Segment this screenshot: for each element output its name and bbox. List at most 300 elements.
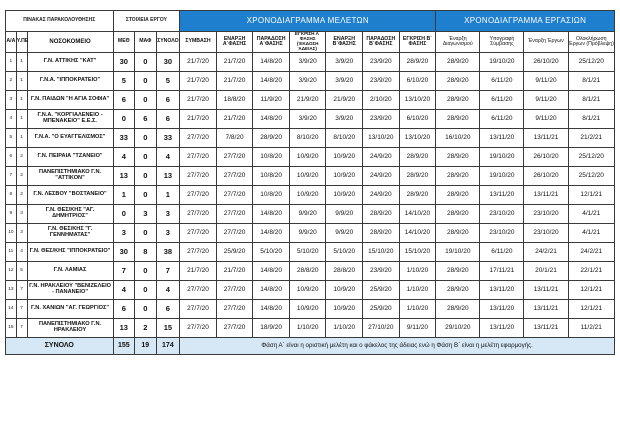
group-header-row [6, 11, 615, 32]
row-works-start: 13/11/21 [524, 281, 568, 300]
row-maf: 0 [135, 72, 157, 91]
row-works-start: 26/10/20 [524, 53, 568, 72]
row-approve-a: 9/9/20 [289, 205, 326, 224]
row-deliver-a: 14/8/20 [253, 110, 290, 129]
row-tender-start: 28/9/20 [436, 300, 480, 319]
row-aa: 15 [6, 319, 17, 338]
row-yp: 1 [16, 129, 27, 148]
row-approve-b: 28/9/20 [399, 53, 436, 72]
row-completion: 12/1/21 [568, 300, 614, 319]
row-start-b: 10/9/20 [326, 148, 363, 167]
row-yp: 4 [16, 243, 27, 262]
row-contract-sign: 13/11/20 [480, 186, 524, 205]
row-deliver-a: 14/8/20 [253, 72, 290, 91]
table-row [6, 53, 615, 72]
row-completion: 25/12/20 [568, 167, 614, 186]
row-hospital: Γ.Ν. ΧΑΝΙΩΝ "ΑΓ. ΓΕΩΡΓΙΟΣ" [27, 300, 113, 319]
row-deliver-a: 10/8/20 [253, 148, 290, 167]
row-approve-a: 3/9/20 [289, 110, 326, 129]
row-maf: 6 [135, 110, 157, 129]
row-deliver-b: 24/9/20 [363, 167, 400, 186]
row-start-a: 27/7/20 [216, 167, 253, 186]
row-completion: 8/1/21 [568, 110, 614, 129]
row-contract-sign: 13/11/20 [480, 300, 524, 319]
col-header-contract-sign: Υπογραφή Σύμβασης [480, 32, 524, 53]
row-maf: 2 [135, 319, 157, 338]
table-row [6, 72, 615, 91]
row-total: 38 [156, 243, 180, 262]
row-meth: 5 [113, 72, 135, 91]
row-deliver-b: 24/9/20 [363, 186, 400, 205]
table-row [6, 91, 615, 110]
row-deliver-a: 14/8/20 [253, 224, 290, 243]
table-row [6, 110, 615, 129]
row-contract-sign: 13/11/20 [480, 281, 524, 300]
row-completion: 4/1/21 [568, 224, 614, 243]
row-maf: 0 [135, 186, 157, 205]
row-tender-start: 28/9/20 [436, 91, 480, 110]
row-approve-b: 9/11/20 [399, 319, 436, 338]
row-contract: 27/7/20 [180, 167, 217, 186]
row-start-a: 27/7/20 [216, 148, 253, 167]
row-start-a: 27/7/20 [216, 319, 253, 338]
table-row [6, 205, 615, 224]
group-header-project-data: ΣΤΟΙΧΕΙΑ ΕΡΓΟΥ [113, 11, 180, 32]
row-contract: 21/7/20 [180, 91, 217, 110]
row-aa: 14 [6, 300, 17, 319]
row-yp: 1 [16, 110, 27, 129]
row-contract-sign: 23/10/20 [480, 205, 524, 224]
row-yp: 1 [16, 72, 27, 91]
row-approve-b: 1/10/20 [399, 281, 436, 300]
row-contract: 21/7/20 [180, 262, 217, 281]
row-approve-a: 3/9/20 [289, 72, 326, 91]
row-contract-sign: 19/10/20 [480, 148, 524, 167]
table-row [6, 262, 615, 281]
row-maf: 8 [135, 243, 157, 262]
row-start-a: 25/9/20 [216, 243, 253, 262]
row-approve-a: 10/9/20 [289, 281, 326, 300]
row-deliver-a: 10/8/20 [253, 186, 290, 205]
row-total: 15 [156, 319, 180, 338]
col-header-hospital: ΝΟΣΟΚΟΜΕΙΟ [27, 32, 113, 53]
row-deliver-b: 28/9/20 [363, 224, 400, 243]
row-deliver-b: 23/9/20 [363, 110, 400, 129]
row-yp: 2 [16, 186, 27, 205]
row-total: 13 [156, 167, 180, 186]
row-start-b: 3/9/20 [326, 72, 363, 91]
row-total: 33 [156, 129, 180, 148]
row-contract: 21/7/20 [180, 53, 217, 72]
row-start-a: 21/7/20 [216, 53, 253, 72]
row-total: 6 [156, 110, 180, 129]
col-header-contract: ΣΥΜΒΑΣΗ [180, 32, 217, 53]
row-meth: 0 [113, 205, 135, 224]
row-works-start: 13/11/21 [524, 319, 568, 338]
row-start-a: 27/7/20 [216, 224, 253, 243]
row-works-start: 13/11/21 [524, 186, 568, 205]
row-total: 30 [156, 53, 180, 72]
row-deliver-b: 15/10/20 [363, 243, 400, 262]
row-maf: 0 [135, 167, 157, 186]
row-maf: 0 [135, 262, 157, 281]
row-completion: 8/1/21 [568, 72, 614, 91]
row-total: 5 [156, 72, 180, 91]
row-aa: 5 [6, 129, 17, 148]
totals-label: ΣΥΝΟΛΟ [6, 338, 114, 355]
col-header-meth: ΜΕΘ [113, 32, 135, 53]
col-header-tender-start: Έναρξη Διαγωνισμού [436, 32, 480, 53]
row-tender-start: 28/9/20 [436, 186, 480, 205]
table-row [6, 281, 615, 300]
row-aa: 9 [6, 205, 17, 224]
row-completion: 25/12/20 [568, 148, 614, 167]
row-aa: 4 [6, 110, 17, 129]
row-meth: 4 [113, 148, 135, 167]
row-contract-sign: 6/11/20 [480, 91, 524, 110]
row-tender-start: 19/10/20 [436, 243, 480, 262]
row-meth: 0 [113, 110, 135, 129]
row-contract: 27/7/20 [180, 148, 217, 167]
row-hospital: Γ.Ν.Α. "ΚΟΡΓΙΑΛΕΝΕΙΟ - ΜΠΕΝΑΚΕΙΟ" Ε.Ε.Σ. [27, 110, 113, 129]
row-completion: 11/2/21 [568, 319, 614, 338]
row-meth: 13 [113, 319, 135, 338]
row-approve-a: 21/9/20 [289, 91, 326, 110]
row-approve-a: 10/9/20 [289, 167, 326, 186]
row-approve-a: 9/9/20 [289, 224, 326, 243]
group-header-works: ΧΡΟΝΟΔΙΑΓΡΑΜΜΑ ΕΡΓΑΣΙΩΝ [436, 11, 615, 32]
row-approve-b: 28/9/20 [399, 167, 436, 186]
row-hospital: Γ.Ν.Α. "ΙΠΠΟΚΡΑΤΕΙΟ" [27, 72, 113, 91]
totals-row [6, 338, 615, 355]
row-tender-start: 28/9/20 [436, 281, 480, 300]
row-deliver-a: 14/8/20 [253, 300, 290, 319]
row-total: 7 [156, 262, 180, 281]
row-completion: 25/12/20 [568, 53, 614, 72]
row-contract: 27/7/20 [180, 205, 217, 224]
table-row [6, 129, 615, 148]
row-maf: 0 [135, 53, 157, 72]
row-works-start: 9/11/20 [524, 72, 568, 91]
row-deliver-b: 23/9/20 [363, 53, 400, 72]
row-start-a: 7/8/20 [216, 129, 253, 148]
row-approve-a: 3/9/20 [289, 53, 326, 72]
row-contract: 27/7/20 [180, 319, 217, 338]
row-deliver-a: 10/8/20 [253, 167, 290, 186]
col-header-completion: Ολοκλήρωση Έργων (Πρόβλεψη) [568, 32, 614, 53]
row-deliver-b: 25/9/20 [363, 300, 400, 319]
row-deliver-a: 14/8/20 [253, 53, 290, 72]
col-header-total: ΣΥΝΟΛΟ [156, 32, 180, 53]
row-deliver-a: 5/10/20 [253, 243, 290, 262]
row-maf: 0 [135, 224, 157, 243]
row-contract: 27/7/20 [180, 224, 217, 243]
row-approve-a: 8/10/20 [289, 129, 326, 148]
row-yp: 7 [16, 300, 27, 319]
table-row [6, 300, 615, 319]
row-completion: 22/1/21 [568, 262, 614, 281]
row-completion: 21/2/21 [568, 129, 614, 148]
row-yp: 3 [16, 224, 27, 243]
row-aa: 12 [6, 262, 17, 281]
row-works-start: 26/10/20 [524, 148, 568, 167]
totals-total: 174 [156, 338, 180, 355]
row-contract: 27/7/20 [180, 186, 217, 205]
row-total: 6 [156, 300, 180, 319]
row-completion: 4/1/21 [568, 205, 614, 224]
row-approve-a: 10/9/20 [289, 148, 326, 167]
row-approve-b: 15/10/20 [399, 243, 436, 262]
row-tender-start: 16/10/20 [436, 129, 480, 148]
row-hospital: Γ.Ν. ΛΑΜΙΑΣ [27, 262, 113, 281]
row-works-start: 9/11/20 [524, 110, 568, 129]
totals-maf: 19 [135, 338, 157, 355]
row-contract-sign: 6/11/20 [480, 243, 524, 262]
row-tender-start: 28/9/20 [436, 110, 480, 129]
row-start-b: 5/10/20 [326, 243, 363, 262]
row-aa: 2 [6, 72, 17, 91]
row-tender-start: 28/9/20 [436, 262, 480, 281]
row-start-b: 3/9/20 [326, 110, 363, 129]
row-meth: 1 [113, 186, 135, 205]
row-approve-a: 10/9/20 [289, 186, 326, 205]
row-deliver-b: 2/10/20 [363, 91, 400, 110]
row-approve-b: 6/10/20 [399, 110, 436, 129]
group-header-tracking: ΠΙΝΑΚΑΣ ΠΑΡΑΚΟΛΟΥΘΗΣΗΣ [6, 11, 114, 32]
row-hospital: Γ.Ν. ΛΕΣΒΟΥ "ΒΟΣΤΑΝΕΙΟ" [27, 186, 113, 205]
row-hospital: Γ.Ν. ΗΡΑΚΛΕΙΟΥ "ΒΕΝΙΖΕΛΕΙΟ - ΠΑΝΑΝΕΙΟ" [27, 281, 113, 300]
row-deliver-a: 28/9/20 [253, 129, 290, 148]
row-deliver-a: 14/8/20 [253, 205, 290, 224]
table-row [6, 186, 615, 205]
col-header-deliver-a: ΠΑΡΑΔΟΣΗ Α΄ΦΑΣΗΣ [253, 32, 290, 53]
row-approve-b: 1/10/20 [399, 300, 436, 319]
row-hospital: Γ.Ν. ΘΕΣ/ΚΗΣ "ΑΓ. ΔΗΜΗΤΡΙΟΣ" [27, 205, 113, 224]
row-start-a: 27/7/20 [216, 281, 253, 300]
row-yp: 7 [16, 281, 27, 300]
row-approve-a: 1/10/20 [289, 319, 326, 338]
row-tender-start: 28/9/20 [436, 148, 480, 167]
row-maf: 0 [135, 148, 157, 167]
row-works-start: 9/11/20 [524, 91, 568, 110]
row-deliver-b: 13/10/20 [363, 129, 400, 148]
row-total: 4 [156, 281, 180, 300]
row-yp: 3 [16, 205, 27, 224]
row-maf: 0 [135, 281, 157, 300]
col-header-deliver-b: ΠΑΡΑΔΟΣΗ Β΄ΦΑΣΗΣ [363, 32, 400, 53]
row-contract: 27/7/20 [180, 243, 217, 262]
row-contract-sign: 13/11/20 [480, 129, 524, 148]
group-header-studies: ΧΡΟΝΟΔΙΑΓΡΑΜΜΑ ΜΕΛΕΤΩΝ [180, 11, 436, 32]
row-start-b: 21/9/20 [326, 91, 363, 110]
row-deliver-b: 23/9/20 [363, 262, 400, 281]
row-aa: 13 [6, 281, 17, 300]
row-start-b: 10/9/20 [326, 300, 363, 319]
row-works-start: 23/10/20 [524, 205, 568, 224]
row-works-start: 26/10/20 [524, 167, 568, 186]
row-meth: 33 [113, 129, 135, 148]
table-row [6, 319, 615, 338]
row-works-start: 23/10/20 [524, 224, 568, 243]
row-completion: 8/1/21 [568, 91, 614, 110]
row-aa: 8 [6, 186, 17, 205]
row-hospital: Γ.Ν. ΘΕΣ/ΚΗΣ "ΙΠΠΟΚΡΑΤΕΙΟ" [27, 243, 113, 262]
row-start-b: 9/9/20 [326, 205, 363, 224]
col-header-approve-a: ΕΓΚΡΙΣΗ Α΄ ΦΑΣΗΣ (ΈΚΔΟΣΗ ΆΔΕΙΑΣ) [289, 32, 326, 53]
row-aa: 6 [6, 148, 17, 167]
row-approve-b: 1/10/20 [399, 262, 436, 281]
row-yp: 1 [16, 53, 27, 72]
row-tender-start: 28/9/20 [436, 224, 480, 243]
row-yp: 7 [16, 319, 27, 338]
row-contract: 27/7/20 [180, 300, 217, 319]
row-tender-start: 28/9/20 [436, 167, 480, 186]
row-total: 1 [156, 186, 180, 205]
row-hospital: Γ.Ν. ΠΕΙΡΑΙΑ "ΤΖΑΝΕΙΟ" [27, 148, 113, 167]
row-works-start: 20/1/21 [524, 262, 568, 281]
row-contract-sign: 13/11/20 [480, 319, 524, 338]
col-header-works-start: Έναρξη Έργων [524, 32, 568, 53]
row-completion: 24/2/21 [568, 243, 614, 262]
col-header-start-b: ΕΝΑΡΞΗ Β΄ΦΑΣΗΣ [326, 32, 363, 53]
row-start-a: 21/7/20 [216, 72, 253, 91]
table-row [6, 243, 615, 262]
row-completion: 12/1/21 [568, 186, 614, 205]
row-contract-sign: 17/11/21 [480, 262, 524, 281]
row-approve-b: 13/10/20 [399, 91, 436, 110]
row-works-start: 24/2/21 [524, 243, 568, 262]
row-start-b: 10/9/20 [326, 281, 363, 300]
row-start-b: 1/10/20 [326, 319, 363, 338]
row-start-b: 10/9/20 [326, 186, 363, 205]
row-total: 6 [156, 91, 180, 110]
row-approve-a: 28/8/20 [289, 262, 326, 281]
row-start-a: 21/7/20 [216, 110, 253, 129]
row-contract: 21/7/20 [180, 72, 217, 91]
row-contract-sign: 19/10/20 [480, 53, 524, 72]
row-start-b: 9/9/20 [326, 224, 363, 243]
row-yp: 5 [16, 262, 27, 281]
row-contract: 27/7/20 [180, 281, 217, 300]
row-completion: 12/1/21 [568, 281, 614, 300]
row-aa: 11 [6, 243, 17, 262]
row-tender-start: 28/9/20 [436, 53, 480, 72]
row-meth: 30 [113, 53, 135, 72]
row-deliver-b: 25/9/20 [363, 281, 400, 300]
row-aa: 1 [6, 53, 17, 72]
row-start-a: 27/7/20 [216, 205, 253, 224]
row-aa: 3 [6, 91, 17, 110]
table-body [6, 53, 615, 338]
phase-note: Φάση Α΄ είναι η οριστική μελέτη και ο φάκελος της άδειας ενώ η Φάση Β΄ είναι η μελέτη εφαρμογής. [180, 338, 615, 355]
row-start-a: 21/7/20 [216, 262, 253, 281]
row-total: 3 [156, 205, 180, 224]
col-header-start-a: ΕΝΑΡΞΗ Α΄ΦΑΣΗΣ [216, 32, 253, 53]
row-start-b: 8/10/20 [326, 129, 363, 148]
row-approve-a: 10/9/20 [289, 300, 326, 319]
row-yp: 1 [16, 91, 27, 110]
row-deliver-b: 28/9/20 [363, 205, 400, 224]
row-meth: 3 [113, 224, 135, 243]
row-deliver-b: 27/10/20 [363, 319, 400, 338]
col-header-maf: ΜΑΦ [135, 32, 157, 53]
row-contract-sign: 6/11/20 [480, 72, 524, 91]
row-start-b: 10/9/20 [326, 167, 363, 186]
col-header-yp: Υ.ΠΕ [16, 32, 27, 53]
schedule-table [5, 10, 615, 355]
row-total: 4 [156, 148, 180, 167]
row-tender-start: 28/9/20 [436, 205, 480, 224]
row-meth: 13 [113, 167, 135, 186]
row-meth: 30 [113, 243, 135, 262]
row-contract: 27/7/20 [180, 129, 217, 148]
row-approve-b: 28/9/20 [399, 148, 436, 167]
row-contract-sign: 23/10/20 [480, 224, 524, 243]
row-aa: 10 [6, 224, 17, 243]
row-deliver-b: 24/9/20 [363, 148, 400, 167]
row-meth: 4 [113, 281, 135, 300]
row-meth: 7 [113, 262, 135, 281]
row-start-b: 3/9/20 [326, 53, 363, 72]
row-approve-a: 5/10/20 [289, 243, 326, 262]
row-approve-b: 28/9/20 [399, 186, 436, 205]
row-tender-start: 28/9/20 [436, 72, 480, 91]
row-approve-b: 6/10/20 [399, 72, 436, 91]
row-approve-b: 13/10/20 [399, 129, 436, 148]
table-row [6, 167, 615, 186]
row-total: 3 [156, 224, 180, 243]
row-start-b: 28/8/20 [326, 262, 363, 281]
row-contract-sign: 6/11/20 [480, 110, 524, 129]
row-aa: 7 [6, 167, 17, 186]
row-deliver-a: 14/8/20 [253, 281, 290, 300]
row-hospital: ΠΑΝΕΠΙΣΤΗΜΙΑΚΟ Γ.Ν. ΗΡΑΚΛΕΙΟΥ [27, 319, 113, 338]
row-deliver-b: 23/9/20 [363, 72, 400, 91]
row-deliver-a: 18/9/20 [253, 319, 290, 338]
row-maf: 0 [135, 129, 157, 148]
column-header-row [6, 32, 615, 53]
row-works-start: 13/11/21 [524, 300, 568, 319]
row-meth: 6 [113, 300, 135, 319]
row-contract: 21/7/20 [180, 110, 217, 129]
row-start-a: 27/7/20 [216, 186, 253, 205]
totals-meth: 155 [113, 338, 135, 355]
row-tender-start: 29/10/20 [436, 319, 480, 338]
row-maf: 0 [135, 300, 157, 319]
table-row [6, 224, 615, 243]
row-maf: 3 [135, 205, 157, 224]
schedule-table-container [5, 10, 615, 355]
row-hospital: ΠΑΝΕΠΙΣΤΗΜΙΑΚΟ Γ.Ν. "ΑΤΤΙΚΟΝ" [27, 167, 113, 186]
row-meth: 6 [113, 91, 135, 110]
row-approve-b: 14/10/20 [399, 224, 436, 243]
row-works-start: 13/11/21 [524, 129, 568, 148]
row-deliver-a: 11/9/20 [253, 91, 290, 110]
row-yp: 2 [16, 167, 27, 186]
row-deliver-a: 14/8/20 [253, 262, 290, 281]
row-hospital: Γ.Ν.Α. "Ο ΕΥΑΓΓΕΛΙΣΜΟΣ" [27, 129, 113, 148]
row-yp: 2 [16, 148, 27, 167]
row-approve-b: 14/10/20 [399, 205, 436, 224]
col-header-approve-b: ΕΓΚΡΙΣΗ Β΄ ΦΑΣΗΣ [399, 32, 436, 53]
row-hospital: Γ.Ν. ΑΤΤΙΚΗΣ "ΚΑΤ" [27, 53, 113, 72]
row-start-a: 18/8/20 [216, 91, 253, 110]
row-hospital: Γ.Ν. ΠΑΙΔΩΝ "Η ΑΓΙΑ ΣΟΦΙΑ" [27, 91, 113, 110]
row-hospital: Γ.Ν. ΘΕΣ/ΚΗΣ "Γ. ΓΕΝΝΗΜΑΤΑΣ" [27, 224, 113, 243]
row-contract-sign: 19/10/20 [480, 167, 524, 186]
table-row [6, 148, 615, 167]
row-maf: 0 [135, 91, 157, 110]
